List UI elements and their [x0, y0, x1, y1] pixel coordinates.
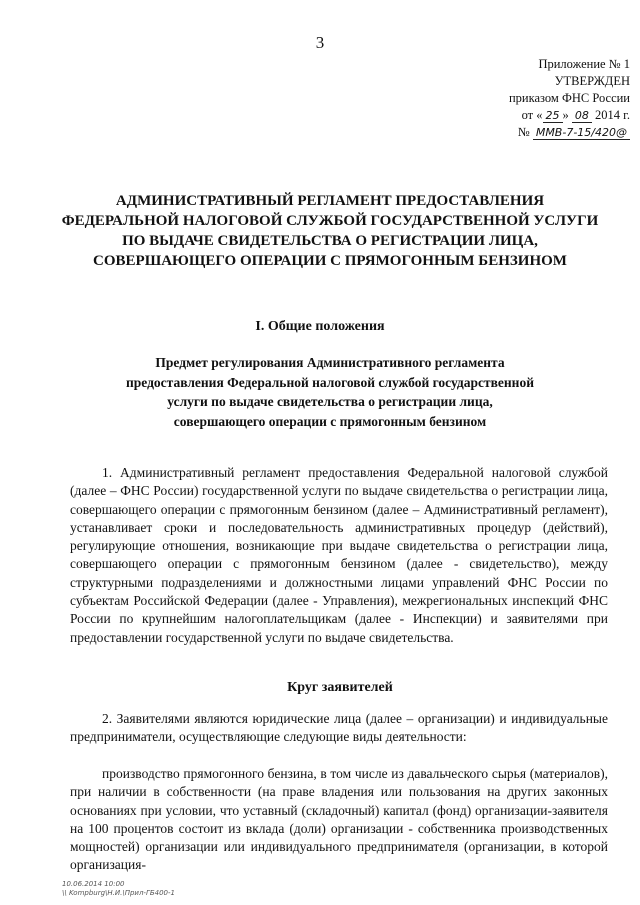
- footer-timestamp: 10.06.2014 10:00: [62, 880, 125, 888]
- order-label: приказом ФНС России: [508, 91, 630, 105]
- section-title: I. Общие положения: [255, 319, 385, 334]
- page-number: 3: [315, 33, 325, 52]
- file-footer: [62, 880, 175, 898]
- number-value: ММВ-7-15/420@: [533, 126, 630, 140]
- paragraph-1: 1. Административный регламент предоставления Федеральной налоговой службой (далее – ФНС России) государственной услуги по выдаче свидетельства о регистрации лица, совершающего операции с прямогонным бензином (далее – Административный регламент), устанавливает сроки и последовательность административных процедур (действий), регулирующие отношения, возникающие при выдаче свидетельства о регистрации лица, совершающего операции с прямогонным бензином (далее - свидетельство), между структурными подразделениями и должностными лицами управлений ФНС России по субъектам Российской Федерации (далее - Управления), межрегиональных инспекций ФНС России по крупнейшим налогоплательщикам (далее - Инспекции) и заявителями при предоставлении государственной услуги по выдаче свидетельства.: [70, 465, 608, 645]
- paragraph-3: производство прямогонного бензина, в том числе из давальческого сырья (материалов), при наличии в собственности (на праве владения или пользования на других законных основаниях при условии, что уставный (складочный) капитал (фонд) организации-заявителя на 100 процентов состоит из вклада (доли) организации - собственника производственных мощностей) организации или индивидуального предпринимателя (организации, в которой организация-: [70, 766, 608, 873]
- approval-stamp: [430, 56, 630, 141]
- footer-path: \\ Kompburg\Н.И.\Прил-ГБ400-1: [62, 889, 175, 897]
- date-year: 2014 г.: [595, 108, 630, 122]
- subject-title: Предмет регулирования Административного регламента предоставления Федеральной налоговой службой государственной услуги по выдаче свидетельства о регистрации лица, совершающего операции с прямогонным бензином: [126, 355, 534, 429]
- order-date: [430, 107, 630, 124]
- number-prefix: №: [517, 125, 530, 139]
- approved-label: УТВЕРЖДЕН: [554, 74, 630, 88]
- date-mid: »: [562, 108, 569, 122]
- order-number: [430, 124, 630, 141]
- paragraph-2: 2. Заявителями являются юридические лица (далее – организации) и индивидуальные предприниматели, осуществляющие следующие виды деятельности:: [70, 711, 608, 745]
- applicants-heading: Круг заявителей: [287, 680, 393, 695]
- document-title: АДМИНИСТРАТИВНЫЙ РЕГЛАМЕНТ ПРЕДОСТАВЛЕНИЯ ФЕДЕРАЛЬНОЙ НАЛОГОВОЙ СЛУЖБОЙ ГОСУДАРСТВЕННОЙ УСЛУГИ ПО ВЫДАЧЕ СВИДЕТЕЛЬСТВА О РЕГИСТРАЦИИ ЛИЦА, СОВЕРШАЮЩЕГО ОПЕРАЦИИ С ПРЯМОГОННЫМ БЕНЗИНОМ: [61, 193, 599, 269]
- date-month: 08: [572, 109, 592, 123]
- appendix-label: Приложение № 1: [538, 57, 630, 71]
- date-prefix: от «: [521, 108, 543, 122]
- date-day: 25: [543, 109, 563, 123]
